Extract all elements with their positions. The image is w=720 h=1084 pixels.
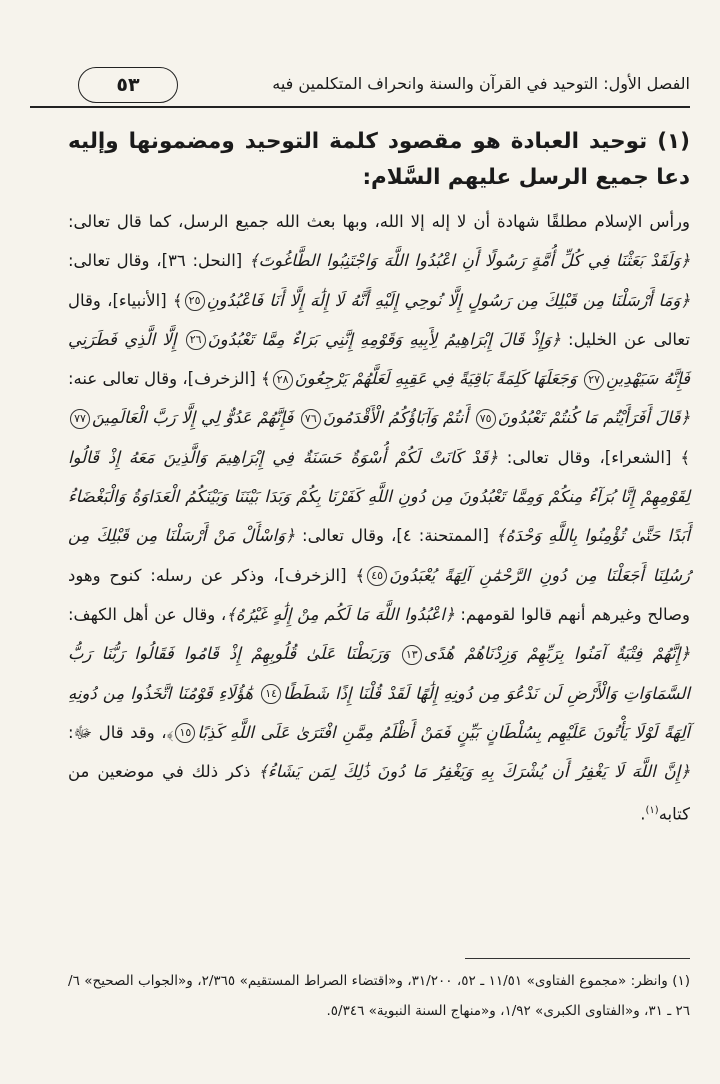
quran-verse-3b: إِلَّا الَّذِي فَطَرَنِي فَإِنَّهُ سَيَهْدِينِ (68, 329, 690, 389)
verse-number: ٧٧ (70, 409, 90, 429)
reference-4: ﴾ [الشعراء]، وقال تعالى: (497, 447, 690, 467)
quran-verse-7: ﴿اعْبُدُوا اللَّهَ مَا لَكُم مِنْ إِلَٰهٍ غَيْرُهُ﴾ (226, 604, 455, 624)
quran-verse-4c: فَإِنَّهُمْ عَدُوٌّ لِي إِلَّا رَبَّ الْعَالَمِينَ (92, 408, 299, 428)
verse-number: ٤٥ (367, 566, 387, 586)
verse-number: ٢٦ (186, 330, 206, 350)
quran-verse-8c: هَٰؤُلَاءِ قَوْمُنَا اتَّخَذُوا مِن دُونِهِ آلِهَةً لَوْلَا يَأْتُونَ عَلَيْهِم بِسُلْطَانٍ بَيِّنٍ فَمَنْ أَظْلَمُ مِمَّنِ افْتَرَىٰ عَلَى اللَّهِ كَذِبًا (68, 683, 690, 742)
verse-number: ١٤ (261, 684, 281, 704)
verse-number: ١٥ (175, 723, 195, 743)
verse-number: ٢٧ (584, 370, 604, 390)
verse-number: ٧٥ (476, 409, 496, 429)
page-number: ٥٣ (116, 74, 140, 96)
footnote-marker[interactable]: (١) (645, 805, 659, 817)
reference-7: ، وقال عن أهل الكهف: (68, 604, 227, 624)
quran-verse-1: ﴿وَلَقَدْ بَعَثْنَا فِي كُلِّ أُمَّةٍ رَسُولًا أَنِ اعْبُدُوا اللَّهَ وَاجْتَنِبُوا الطَّاغُوتَ﴾ (248, 251, 690, 271)
footnote-1: (١) وانظر: «مجموع الفتاوى» ١١/٥١ ـ ٥٢، ٣١/٢٠٠، و«اقتضاء الصراط المستقيم» ٢/٣٦٥، و«الجواب الصحيح» ٦/ ٢٦ ـ ٣١، و«الفتاوى الكبرى» ١/٩٢، و«منهاج السنة النبوية» ٥/٣٤٦. (68, 973, 691, 1019)
chapter-title: الفصل الأول: التوحيد في القرآن والسنة وانحراف المتكلمين فيه (272, 74, 690, 93)
footnotes (68, 966, 690, 1026)
quran-verse-8a: ﴿إِنَّهُمْ فِتْيَةٌ آمَنُوا بِرَبِّهِمْ وَزِدْنَاهُمْ هُدًى (423, 644, 690, 664)
reference-8: ﴾، وقد قال ﷻ: (68, 722, 174, 742)
closing-text: ذكر ذلك في موضعين من كتابه (68, 762, 690, 824)
quran-verse-5: ﴿قَدْ كَانَتْ لَكُمْ أُسْوَةٌ حَسَنَةٌ فِي إِبْرَاهِيمَ وَالَّذِينَ مَعَهُ إِذْ قَالُوا لِقَوْمِهِمْ إِنَّا بُرَآءُ مِنكُمْ وَمِمَّا تَعْبُدُونَ مِن دُونِ اللَّهِ كَفَرْنَا بِكُمْ وَبَدَا بَيْنَنَا وَبَيْنَكُمُ الْعَدَاوَةُ وَالْبَغْضَاءُ أَبَدًا حَتَّىٰ تُؤْمِنُوا بِاللَّهِ وَحْدَهُ﴾ (68, 447, 690, 546)
reference-3: ﴾ [الزخرف]، وقال تعالى عنه: (68, 369, 271, 389)
quran-verse-4b: أَنتُمْ وَآبَاؤُكُمُ الْأَقْدَمُونَ (322, 408, 474, 428)
verse-number: ١٣ (402, 645, 422, 665)
reference-5: [الممتحنة: ٤]، وقال تعالى: (294, 526, 497, 546)
quran-verse-6: ﴿وَاسْأَلْ مَنْ أَرْسَلْنَا مِن قَبْلِكَ مِن رُسُلِنَا أَجَعَلْنَا مِن دُونِ الرَّحْمَٰنِ آلِهَةً يُعْبَدُونَ (68, 526, 690, 585)
quran-verse-3a: ﴿وَإِذْ قَالَ إِبْرَاهِيمُ لِأَبِيهِ وَقَوْمِهِ إِنَّنِي بَرَاءٌ مِمَّا تَعْبُدُونَ (207, 329, 561, 349)
verse-number: ٢٥ (185, 291, 205, 311)
closing-period: . (640, 804, 646, 824)
main-content (68, 124, 690, 834)
running-header (30, 62, 690, 112)
quran-verse-2: ﴿وَمَا أَرْسَلْنَا مِن قَبْلِكَ مِن رَسُولٍ إِلَّا نُوحِي إِلَيْهِ أَنَّهُ لَا إِلَٰهَ إِلَّا أَنَا فَاعْبُدُونِ (206, 290, 690, 310)
reference-1: [النحل: ٣٦]، وقال تعالى: (68, 251, 249, 271)
footnote-rule (465, 958, 690, 959)
header-rule (30, 106, 690, 108)
quran-verse-4a: ﴿قَالَ أَفَرَأَيْتُم مَا كُنتُمْ تَعْبُدُونَ (497, 408, 691, 428)
section-heading: (١) توحيد العبادة هو مقصود كلمة التوحيد ومضمونها وإليه دعا جميع الرسل عليهم السَّلام: (68, 129, 690, 190)
quran-verse-3c: وَجَعَلَهَا كَلِمَةً بَاقِيَةً فِي عَقِبِهِ لَعَلَّهُمْ يَرْجِعُونَ (294, 369, 583, 389)
verse-number: ٧٦ (301, 409, 321, 429)
reference-6: ﴾ [الزخرف]، وذكر عن رسله: كنوح وهود وصالح وغيرهم أنهم قالوا لقومهم: (68, 565, 691, 624)
reference-2: ﴾ [الأنبياء]، وقال تعالى عن الخليل: (68, 290, 690, 349)
quran-verse-8b: وَرَبَطْنَا عَلَىٰ قُلُوبِهِمْ إِذْ قَامُوا فَقَالُوا رَبُّنَا رَبُّ السَّمَاوَاتِ وَالْأَرْضِ لَن نَدْعُوَ مِن دُونِهِ إِلَٰهًا لَقَدْ قُلْنَا إِذًا شَطَطًا (68, 644, 690, 703)
verse-number: ٢٨ (273, 370, 293, 390)
quran-verse-9: ﴿إِنَّ اللَّهَ لَا يَغْفِرُ أَن يُشْرَكَ بِهِ وَيَغْفِرُ مَا دُونَ ذَٰلِكَ لِمَن يَشَاءُ﴾ (258, 762, 690, 782)
body-paragraph (68, 202, 690, 834)
intro-text: ورأس الإسلام مطلقًا شهادة أن لا إله إلا الله، وبها بعث الله جميع الرسل، كما قال تعالى: (68, 212, 690, 231)
